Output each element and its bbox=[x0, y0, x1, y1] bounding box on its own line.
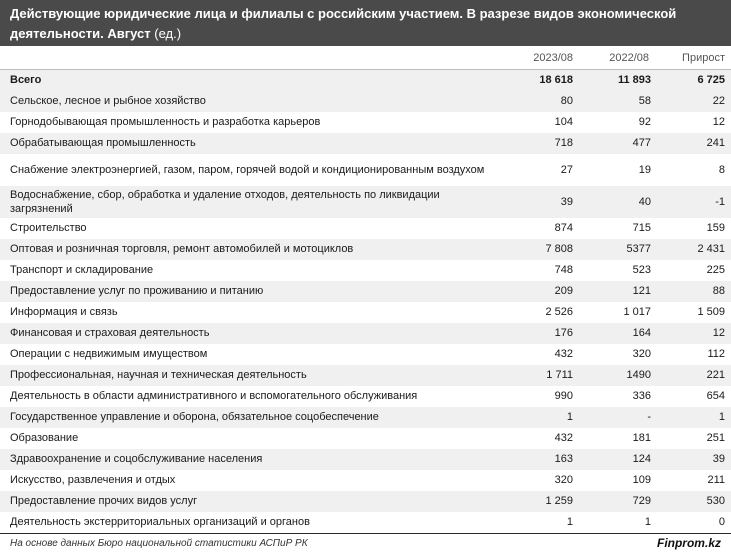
table-row bbox=[0, 512, 731, 533]
table-row bbox=[0, 428, 731, 449]
brand-logo-text: Finprom.kz bbox=[656, 536, 721, 550]
row-label: Деятельность экстерриториальных организаций и органов bbox=[10, 516, 310, 528]
total-2022: 11 893 bbox=[579, 70, 657, 91]
row-value-2022: 1490 bbox=[626, 369, 651, 381]
row-value-2023: 2 526 bbox=[545, 306, 573, 318]
table-row bbox=[0, 449, 731, 470]
table-row bbox=[0, 323, 731, 344]
row-value-2023: 432 bbox=[554, 432, 573, 444]
row-value-2023: 874 bbox=[554, 222, 573, 234]
row-label: Строительство bbox=[10, 222, 87, 234]
row-label: Обрабатывающая промышленность bbox=[10, 137, 196, 149]
row-value-2023: 1 bbox=[566, 516, 573, 528]
row-value-2022: 92 bbox=[638, 116, 651, 128]
row-value-growth: 241 bbox=[706, 137, 725, 149]
row-value-2022: 320 bbox=[632, 348, 651, 360]
row-value-2023: 163 bbox=[554, 453, 573, 465]
table-row bbox=[0, 239, 731, 260]
row-value-2022: 715 bbox=[632, 222, 651, 234]
row-value-2023: 1 711 bbox=[546, 369, 573, 381]
row-value-2022: 477 bbox=[632, 137, 651, 149]
row-value-2023: 39 bbox=[560, 195, 573, 208]
table-row bbox=[0, 91, 731, 112]
table-row bbox=[0, 407, 731, 428]
row-value-2023: 27 bbox=[560, 163, 573, 176]
row-value-growth: 1 509 bbox=[697, 306, 725, 318]
row-value-2023: 990 bbox=[554, 390, 573, 402]
row-value-growth: 12 bbox=[712, 327, 725, 339]
row-value-growth: 39 bbox=[712, 453, 725, 465]
row-value-2022: 164 bbox=[632, 327, 651, 339]
row-value-2023: 176 bbox=[554, 327, 573, 339]
row-value-2023: 432 bbox=[554, 348, 573, 360]
row-value-2022: 729 bbox=[632, 495, 651, 507]
row-value-growth: 211 bbox=[707, 474, 725, 486]
table-row bbox=[0, 112, 731, 133]
row-label: Оптовая и розничная торговля, ремонт автомобилей и мотоциклов bbox=[10, 243, 354, 255]
row-value-2022: 523 bbox=[632, 264, 651, 276]
row-value-2023: 1 259 bbox=[545, 495, 573, 507]
row-value-2022: 121 bbox=[632, 285, 651, 297]
row-value-growth: -1 bbox=[715, 195, 725, 208]
row-value-2023: 104 bbox=[554, 116, 573, 128]
row-value-2022: 124 bbox=[632, 453, 651, 465]
row-value-2022: 336 bbox=[632, 390, 651, 402]
total-growth: 6 725 bbox=[657, 70, 731, 91]
row-label: Искусство, развлечения и отдых bbox=[10, 474, 176, 486]
row-label: Предоставление услуг по проживанию и питанию bbox=[10, 285, 264, 297]
row-value-2022: 109 bbox=[632, 474, 651, 486]
row-value-2022: - bbox=[647, 411, 651, 423]
row-label: Деятельность в области административного и вспомогательного обслуживания bbox=[10, 390, 418, 402]
row-label: Водоснабжение, сбор, обработка и удаление отходов, деятельность по ликвидации загрязнений bbox=[10, 188, 440, 215]
table-row bbox=[0, 344, 731, 365]
table-row bbox=[0, 133, 731, 154]
col-header-2022: 2022/08 bbox=[609, 51, 649, 64]
table-row bbox=[0, 491, 731, 512]
row-value-2023: 320 bbox=[554, 474, 573, 486]
row-value-2022: 181 bbox=[632, 432, 651, 444]
row-label: Снабжение электроэнергией, газом, паром, горячей водой и кондиционированным воздухом bbox=[10, 163, 485, 176]
total-2023: 18 618 bbox=[494, 70, 579, 91]
row-label: Образование bbox=[10, 432, 79, 444]
table-row bbox=[0, 386, 731, 407]
source-note: На основе данных Бюро национальной статистики АСПиР РК bbox=[10, 538, 308, 549]
table-row bbox=[0, 260, 731, 281]
row-value-growth: 2 431 bbox=[697, 243, 725, 255]
row-value-growth: 530 bbox=[706, 495, 725, 507]
row-value-growth: 112 bbox=[707, 348, 725, 360]
row-label: Транспорт и складирование bbox=[10, 264, 154, 276]
table-row bbox=[0, 302, 731, 323]
row-value-growth: 12 bbox=[712, 116, 725, 128]
row-label: Здравоохранение и соцобслуживание населения bbox=[10, 453, 263, 465]
row-label: Предоставление прочих видов услуг bbox=[10, 495, 198, 507]
row-value-2022: 1 bbox=[644, 516, 651, 528]
row-label: Информация и связь bbox=[10, 306, 118, 318]
row-value-2023: 1 bbox=[566, 411, 573, 423]
row-value-growth: 22 bbox=[712, 95, 725, 107]
row-value-2023: 80 bbox=[560, 95, 573, 107]
row-value-growth: 221 bbox=[706, 369, 725, 381]
row-label: Сельское, лесное и рыбное хозяйство bbox=[10, 95, 206, 107]
row-value-growth: 159 bbox=[706, 222, 725, 234]
table-row bbox=[0, 470, 731, 491]
row-label: Операции с недвижимым имуществом bbox=[10, 348, 208, 360]
row-value-growth: 251 bbox=[706, 432, 725, 444]
table-row bbox=[0, 281, 731, 302]
table-header-row bbox=[0, 46, 731, 70]
row-value-growth: 0 bbox=[718, 516, 725, 528]
row-value-growth: 1 bbox=[718, 411, 725, 423]
title-unit: (ед.) bbox=[154, 26, 182, 41]
footer bbox=[0, 533, 731, 554]
row-value-growth: 8 bbox=[718, 163, 725, 176]
row-value-2023: 748 bbox=[554, 264, 573, 276]
table-row bbox=[0, 186, 731, 218]
col-header-growth: Прирост bbox=[682, 51, 725, 64]
total-label: Всего bbox=[0, 70, 494, 91]
row-value-2023: 718 bbox=[554, 137, 573, 149]
row-value-growth: 225 bbox=[706, 264, 725, 276]
row-label: Профессиональная, научная и техническая деятельность bbox=[10, 369, 307, 381]
table-row bbox=[0, 218, 731, 239]
header-blank bbox=[0, 46, 494, 70]
row-value-2022: 1 017 bbox=[623, 306, 651, 318]
row-value-2022: 40 bbox=[638, 195, 651, 208]
row-value-2023: 209 bbox=[554, 285, 573, 297]
row-value-2022: 5377 bbox=[626, 243, 651, 255]
total-row bbox=[0, 70, 731, 91]
title-bar bbox=[0, 0, 731, 46]
row-label: Горнодобывающая промышленность и разработка карьеров bbox=[10, 116, 321, 128]
data-table bbox=[0, 46, 731, 533]
row-value-2022: 58 bbox=[638, 95, 651, 107]
row-label: Финансовая и страховая деятельность bbox=[10, 327, 210, 339]
page-title: Действующие юридические лица и филиалы с российским участием. В разрезе видов экономической деятельности. Август bbox=[10, 6, 677, 41]
row-label: Государственное управление и оборона, обязательное соцобеспечение bbox=[10, 411, 379, 423]
col-header-2023: 2023/08 bbox=[533, 51, 573, 64]
table-row bbox=[0, 154, 731, 186]
row-value-growth: 88 bbox=[712, 285, 725, 297]
row-value-2023: 7 808 bbox=[545, 243, 573, 255]
row-value-2022: 19 bbox=[638, 163, 651, 176]
table-row bbox=[0, 365, 731, 386]
row-value-growth: 654 bbox=[706, 390, 725, 402]
